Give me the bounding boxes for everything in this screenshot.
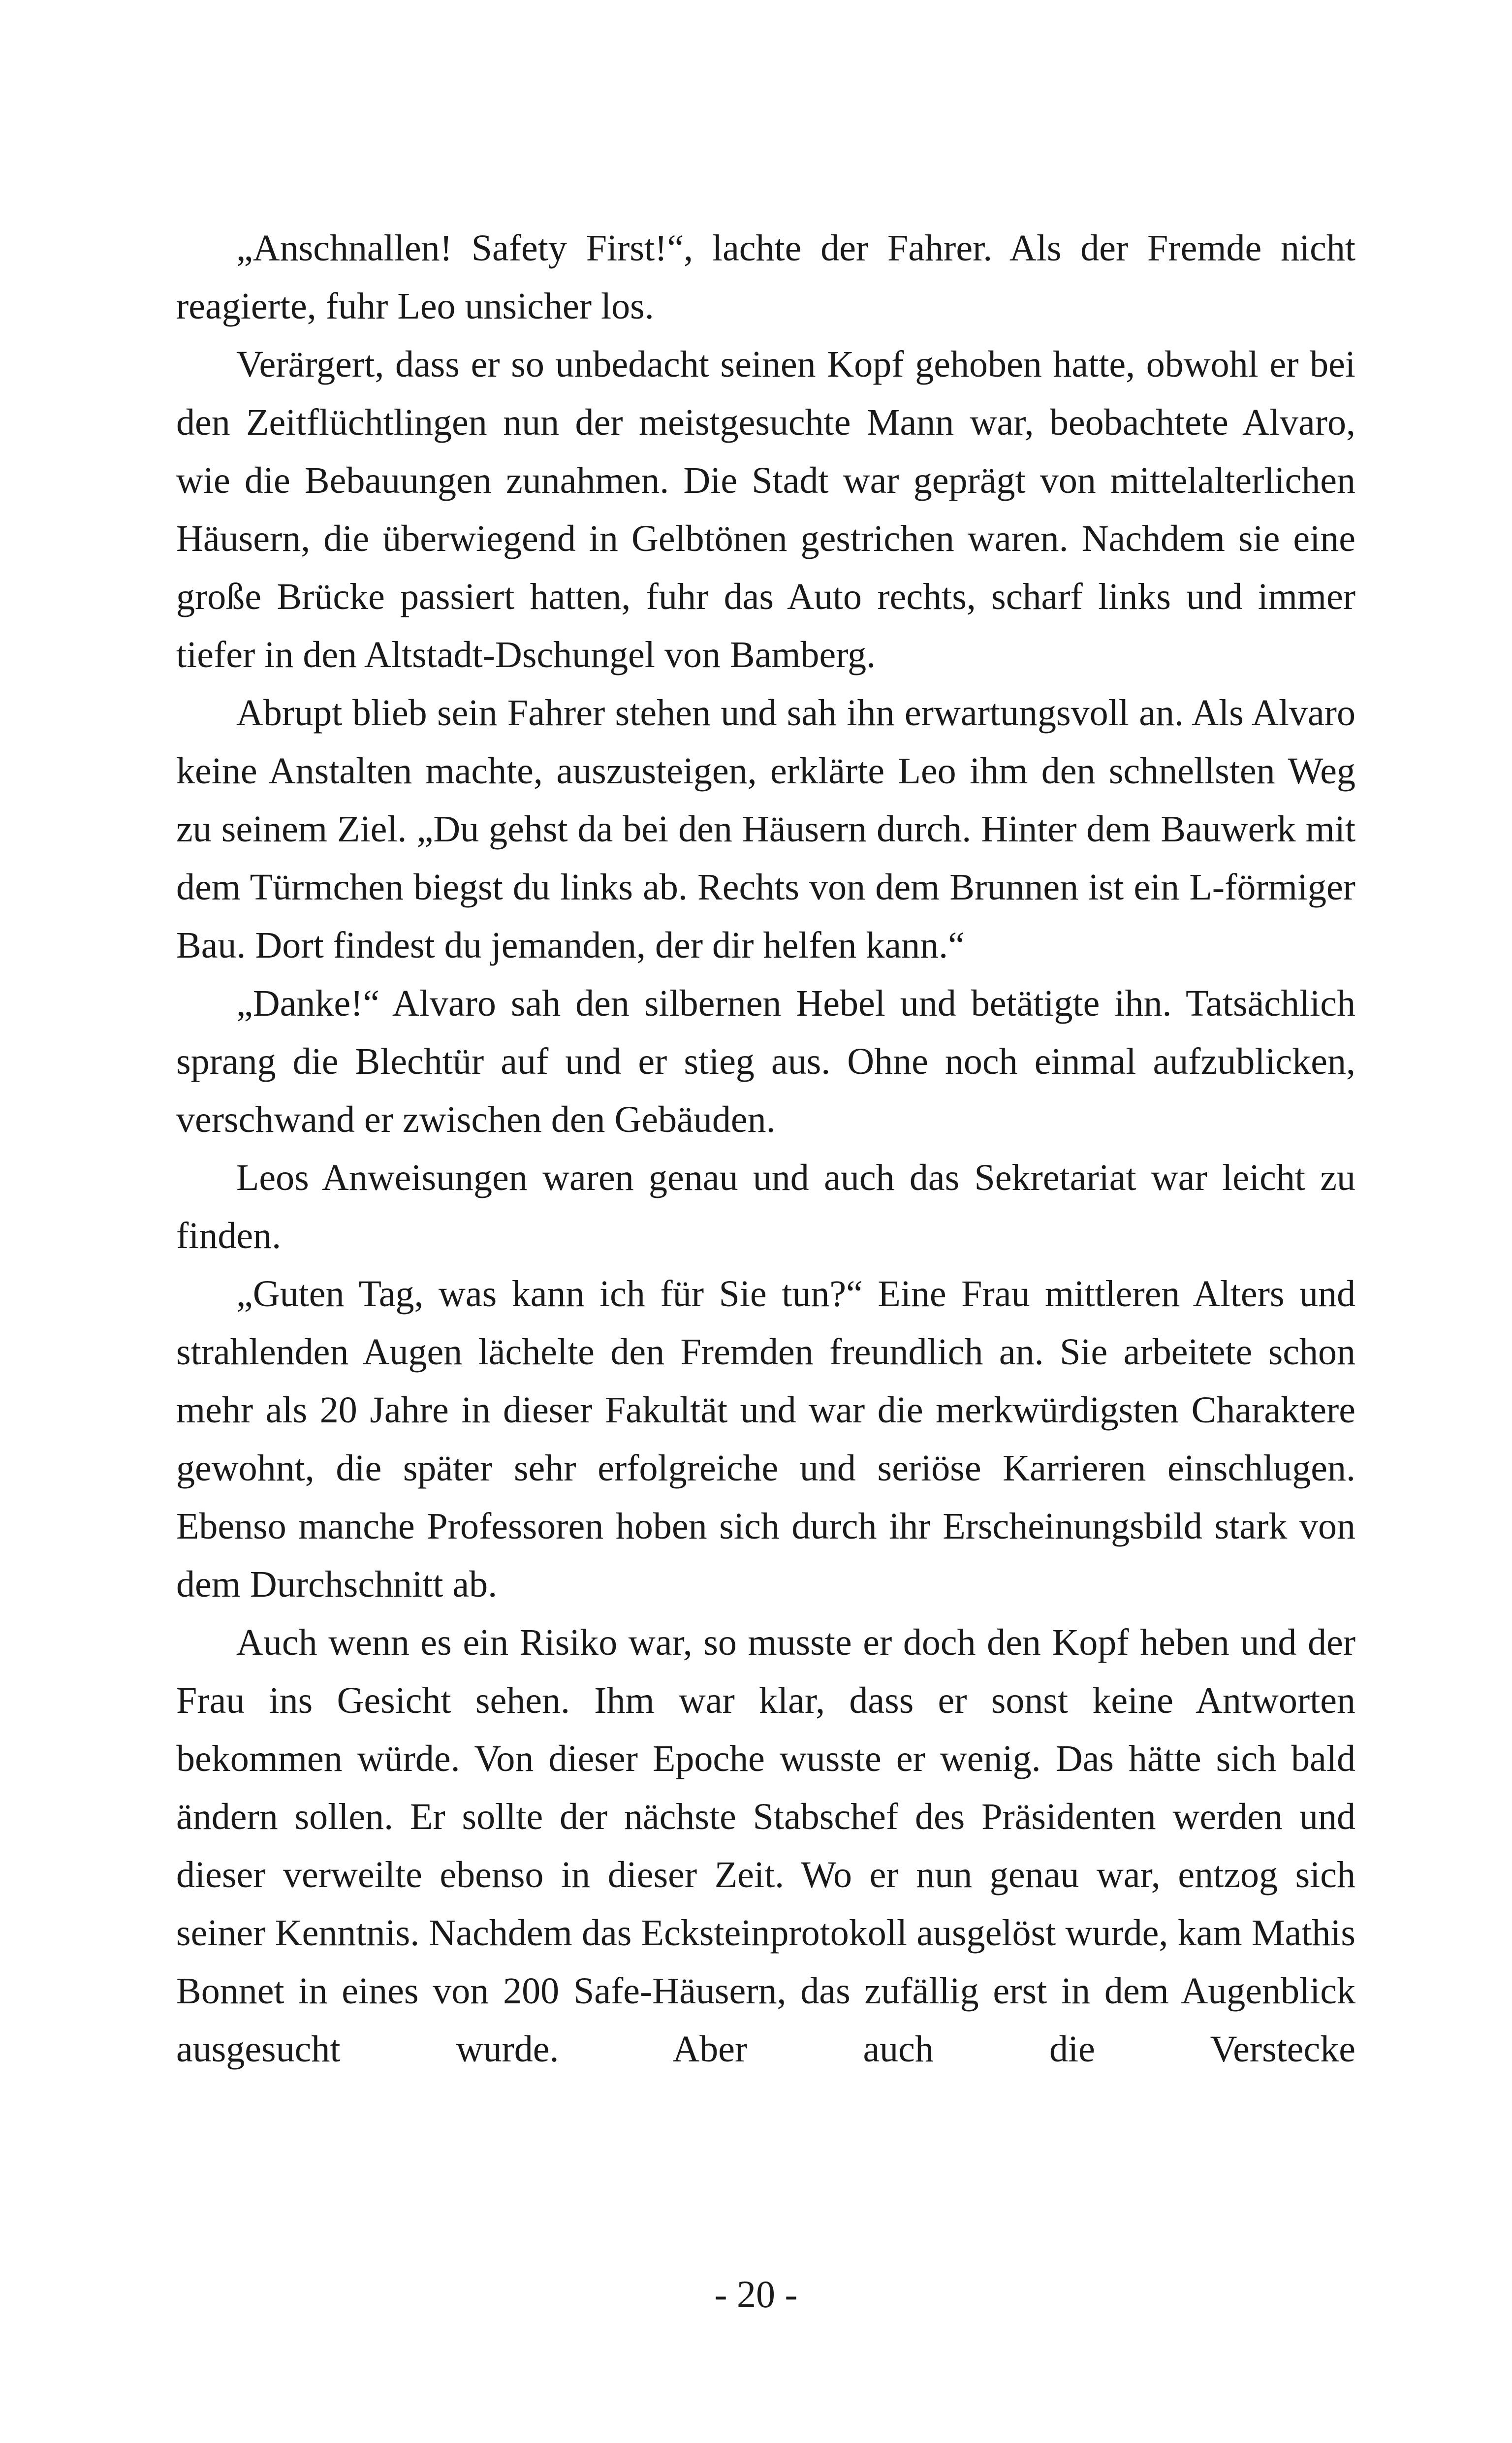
paragraph: „Anschnallen! Safety First!“, lachte der Fahrer. Als der Fremde nicht reagierte, fuhr Leo unsicher los. [176, 227, 1355, 327]
paragraph: Verärgert, dass er so unbedacht seinen Kopf gehoben hatte, obwohl er bei den Zeitflüchtlingen nun der meistgesuchte Mann war, beobachtete Alvaro, wie die Bebauungen zunahmen. Die Stadt war geprägt von mittelalterlichen Häusern, die überwiegend in Gelbtönen gestrichen waren. Nachdem sie eine große Brücke passiert hatten, fuhr das Auto rechts, scharf links und immer tiefer in den Altstadt-Dschungel von Bamberg. [176, 344, 1355, 675]
paragraph: Abrupt blieb sein Fahrer stehen und sah ihn erwartungsvoll an. Als Alvaro keine Anstalten machte, auszusteigen, erklärte Leo ihm den schnellsten Weg zu seinem Ziel. „Du gehst da bei den Häusern durch. Hinter dem Bauwerk mit dem Türmchen biegst du links ab. Rechts von dem Brunnen ist ein L-förmiger Bau. Dort findest du jemanden, der dir helfen kann.“ [176, 692, 1355, 966]
page-number: - 20 - [714, 2273, 798, 2315]
paragraph: „Guten Tag, was kann ich für Sie tun?“ Eine Frau mittleren Alters und strahlenden Augen lächelte den Fremden freundlich an. Sie arbeitete schon mehr als 20 Jahre in dieser Fakultät und war die merkwürdigsten Charaktere gewohnt, die später sehr erfolgreiche und seriöse Karrieren einschlugen. Ebenso manche Professoren hoben sich durch ihr Erscheinungsbild stark von dem Durchschnitt ab. [176, 1273, 1355, 1605]
paragraph: Leos Anweisungen waren genau und auch das Sekretariat war leicht zu finden. [176, 1157, 1355, 1256]
paragraph: Auch wenn es ein Risiko war, so musste er doch den Kopf heben und der Frau ins Gesicht sehen. Ihm war klar, dass er sonst keine Antworten bekommen würde. Von dieser Epoche wusste er wenig. Das hätte sich bald ändern sollen. Er sollte der nächste Stabschef des Präsidenten werden und dieser verweilte ebenso in dieser Zeit. Wo er nun genau war, entzog sich seiner Kenntnis. Nachdem das Ecksteinprotokoll ausgelöst wurde, kam Mathis Bonnet in eines von 200 Safe-Häusern, das zufällig erst in dem Augenblick ausgesucht wurde. Aber auch die Verstecke [176, 1622, 1355, 2070]
paragraph: „Danke!“ Alvaro sah den silbernen Hebel und betätigte ihn. Tatsächlich sprang die Blechtür auf und er stieg aus. Ohne noch einmal aufzublicken, verschwand er zwischen den Gebäuden. [176, 983, 1355, 1140]
body-text [176, 219, 1355, 2078]
